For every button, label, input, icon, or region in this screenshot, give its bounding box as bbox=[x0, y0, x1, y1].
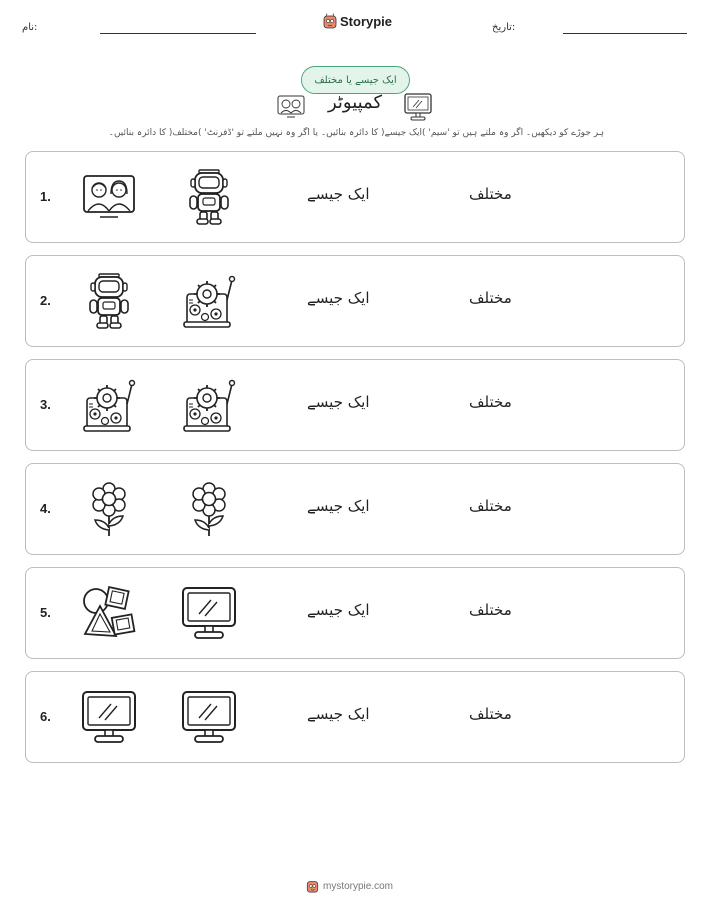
exercise-row bbox=[25, 463, 685, 555]
option-different[interactable]: مختلف bbox=[469, 289, 512, 307]
date-line[interactable] bbox=[563, 33, 687, 34]
option-different[interactable]: مختلف bbox=[469, 601, 512, 619]
exercise-row bbox=[25, 255, 685, 347]
page-title: کمپیوٹر bbox=[327, 92, 383, 113]
instructions: ہر جوڑے کو دیکھیں۔ اگر وہ ملتے ہیں تو 'سیم' )ایک جیسے( کا دائرہ بنائیں۔ یا اگر وہ نہیں ملتے تو 'ڈفرنٹ' )مختلف( کا دائرہ بنائیں۔ bbox=[108, 128, 604, 138]
name-label: نام: bbox=[22, 22, 38, 33]
option-different[interactable]: مختلف bbox=[469, 497, 512, 515]
option-different[interactable]: مختلف bbox=[469, 705, 512, 723]
gear-machine-icon bbox=[180, 376, 238, 434]
name-line[interactable] bbox=[100, 33, 256, 34]
robot-icon bbox=[80, 272, 138, 330]
exercise-row bbox=[25, 151, 685, 243]
exercise-row bbox=[25, 567, 685, 659]
family-photo-icon bbox=[276, 94, 306, 124]
exercise-row bbox=[25, 359, 685, 451]
footer bbox=[306, 879, 393, 893]
option-same[interactable]: ایک جیسے bbox=[307, 289, 370, 307]
option-same[interactable]: ایک جیسے bbox=[307, 185, 370, 203]
brand-name: Storypie bbox=[340, 13, 393, 29]
row-number: 2. bbox=[40, 293, 51, 308]
shapes-icon bbox=[80, 584, 138, 642]
monitor-icon bbox=[80, 688, 138, 746]
title-block bbox=[274, 92, 438, 122]
storypie-logo bbox=[323, 13, 392, 29]
monitor-icon bbox=[180, 584, 238, 642]
option-same[interactable]: ایک جیسے bbox=[307, 705, 370, 723]
robot-icon bbox=[180, 168, 238, 226]
flower-icon bbox=[180, 480, 238, 538]
storypie-mascot-icon bbox=[306, 879, 319, 893]
monitor-icon bbox=[402, 92, 434, 126]
footer-url[interactable]: mystorypie.com bbox=[323, 880, 394, 892]
family-photo-icon bbox=[80, 168, 138, 226]
row-number: 6. bbox=[40, 709, 51, 724]
row-number: 1. bbox=[40, 189, 51, 204]
option-different[interactable]: مختلف bbox=[469, 393, 512, 411]
flower-icon bbox=[80, 480, 138, 538]
gear-machine-icon bbox=[180, 272, 238, 330]
row-number: 3. bbox=[40, 397, 51, 412]
gear-machine-icon bbox=[80, 376, 138, 434]
date-label: تاریخ: bbox=[492, 22, 516, 33]
option-same[interactable]: ایک جیسے bbox=[307, 393, 370, 411]
monitor-icon bbox=[180, 688, 238, 746]
worksheet-type-badge: ایک جیسے یا مختلف bbox=[301, 66, 410, 94]
row-number: 5. bbox=[40, 605, 51, 620]
row-number: 4. bbox=[40, 501, 51, 516]
option-different[interactable]: مختلف bbox=[469, 185, 512, 203]
option-same[interactable]: ایک جیسے bbox=[307, 601, 370, 619]
option-same[interactable]: ایک جیسے bbox=[307, 497, 370, 515]
storypie-mascot-icon bbox=[323, 13, 337, 29]
exercise-row bbox=[25, 671, 685, 763]
